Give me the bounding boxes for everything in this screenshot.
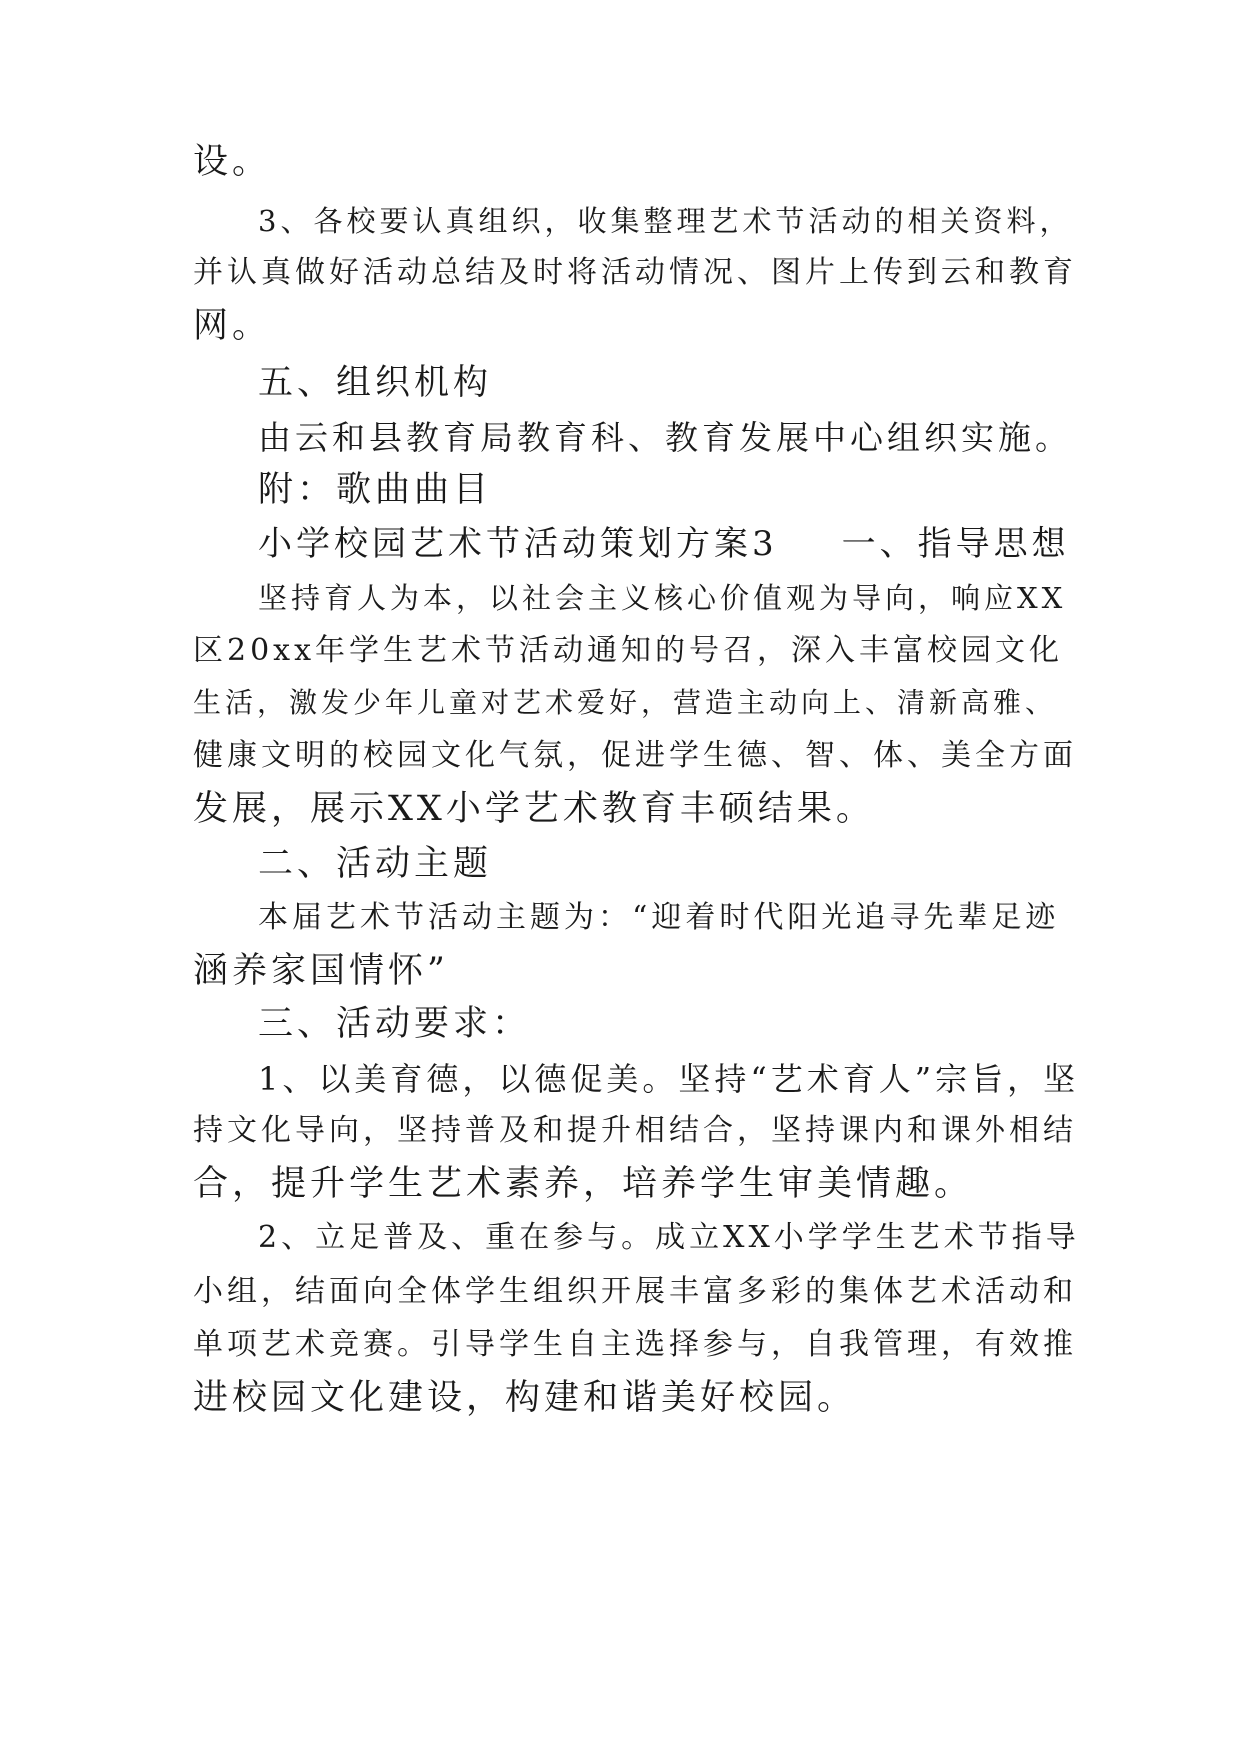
text-line: 本届艺术节活动主题为：“迎着时代阳光追寻先辈足迹 [258, 900, 1060, 935]
text-line: 3、各校要认真组织，收集整理艺术节活动的相关资料， [258, 204, 1073, 238]
section-heading: 二、活动主题 [258, 844, 493, 884]
text-line: 1、以美育德，以德促美。坚持“艺术育人”宗旨，坚 [258, 1060, 1080, 1098]
text-line: 由云和县教育局教育科、教育发展中心组织实施。 [258, 418, 1072, 457]
text-line: 小组，结面向全体学生组织开展丰富多彩的集体艺术活动和 [193, 1274, 1077, 1309]
text-line: 生活，激发少年儿童对艺术爱好，营造主动向上、清新高雅、 [193, 686, 1058, 719]
section-heading: 五、组织机构 [258, 363, 493, 403]
text-line: 涵养家国情怀” [193, 951, 449, 991]
text-line: 进校园文化建设，构建和谐美好校园。 [193, 1378, 857, 1418]
text-line: 并认真做好活动总结及时将活动情况、图片上传到云和教育 [193, 255, 1077, 290]
text-line: 单项艺术竞赛。引导学生自主选择参与，自我管理，有效推 [193, 1327, 1077, 1362]
document-title: 小学校园艺术节活动策划方案3 [258, 524, 778, 564]
text-line: 合，提升学生艺术素养，培养学生审美情趣。 [193, 1164, 974, 1204]
text-line: 网。 [193, 306, 272, 346]
section-heading: 一、指导思想 [841, 524, 1070, 564]
text-line: 设。 [193, 142, 272, 182]
title-line [258, 522, 1070, 566]
section-heading: 三、活动要求： [258, 1004, 532, 1044]
text-line: 附：歌曲曲目 [258, 470, 493, 510]
text-line: 2、立足普及、重在参与。成立XX小学学生艺术节指导 [258, 1220, 1080, 1255]
text-line: 健康文明的校园文化气氛，促进学生德、智、体、美全方面 [193, 738, 1077, 773]
text-line: 坚持育人为本，以社会主义核心价值观为导向，响应XX [258, 581, 1067, 615]
text-line: 区20xx年学生艺术节活动通知的号召，深入丰富校园文化 [193, 633, 1064, 668]
text-line: 持文化导向，坚持普及和提升相结合，坚持课内和课外相结 [193, 1113, 1077, 1148]
text-line: 发展，展示XX小学艺术教育丰硕结果。 [193, 789, 875, 829]
